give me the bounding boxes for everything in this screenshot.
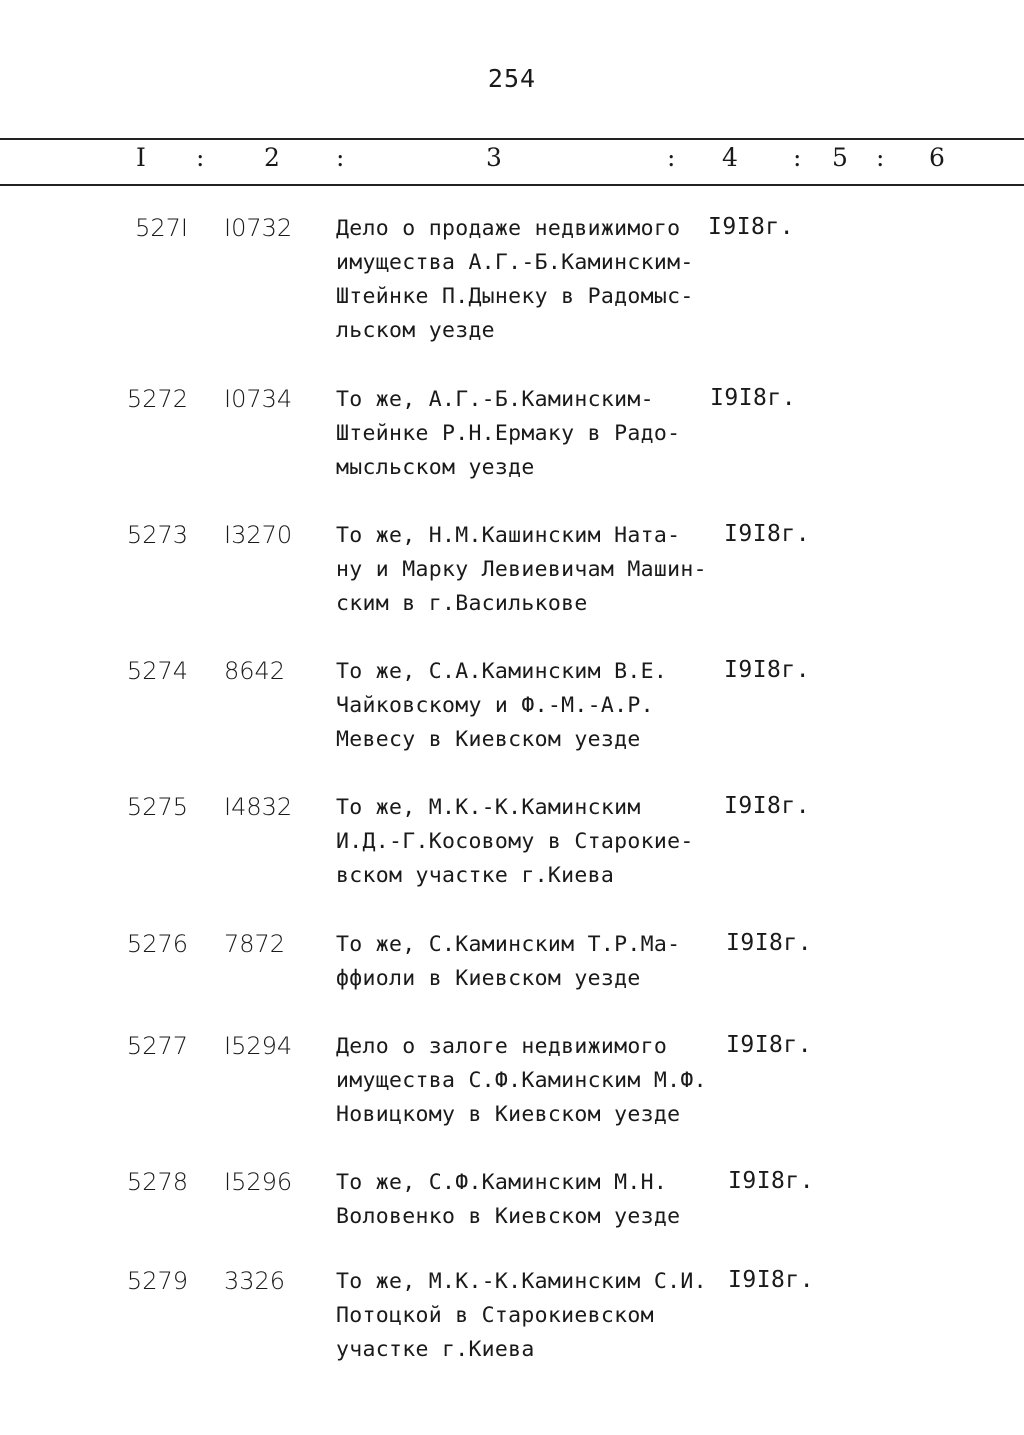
description-line: вском участке г.Киева	[336, 863, 615, 888]
record-description	[336, 928, 726, 996]
archive-number: I3270	[224, 521, 293, 549]
description-line: имущества А.Г.-Б.Каминским-	[336, 250, 694, 275]
description-line: ну и Марку Левиевичам Машин-	[336, 557, 707, 582]
column-separator: :	[793, 143, 802, 172]
record-date: I9I8г.	[724, 657, 811, 683]
description-line: льском уезде	[336, 318, 495, 343]
description-line: И.Д.-Г.Косовому в Старокие-	[336, 829, 694, 854]
column-separator: :	[667, 143, 676, 172]
column-separator: :	[876, 143, 885, 172]
header-bottom-rule	[0, 184, 1024, 186]
archive-number: 8642	[224, 657, 286, 685]
column-separator: :	[196, 143, 205, 172]
description-line: То же, М.К.-К.Каминским С.И.	[336, 1269, 707, 1294]
record-number: 5275	[126, 793, 188, 821]
header-top-rule	[0, 138, 1024, 140]
record-number: 5272	[126, 385, 188, 413]
archive-number: I5296	[224, 1168, 293, 1196]
description-line: Новицкому в Киевском уезде	[336, 1102, 681, 1127]
description-line: То же, А.Г.-Б.Каминским-	[336, 387, 654, 412]
column-header-2: 2	[264, 143, 280, 172]
column-header-3: 3	[486, 143, 502, 172]
record-number: 5279	[126, 1267, 188, 1295]
record-date: I9I8г.	[728, 1267, 815, 1293]
column-separator: :	[336, 143, 345, 172]
record-description	[336, 1265, 726, 1367]
description-line: То же, С.А.Каминским В.Е.	[336, 659, 668, 684]
record-description	[336, 212, 726, 348]
description-line: То же, М.К.-К.Каминским	[336, 795, 641, 820]
column-header-4: 4	[722, 143, 738, 172]
description-line: участке г.Киева	[336, 1337, 535, 1362]
record-description	[336, 655, 726, 757]
record-date: I9I8г.	[726, 1032, 813, 1058]
record-description	[336, 791, 726, 893]
archive-number: I0734	[224, 385, 293, 413]
description-line: мысльском уезде	[336, 455, 535, 480]
page-number: 254	[487, 64, 537, 93]
column-header-row	[0, 143, 1024, 179]
record-number: 527I	[135, 214, 188, 242]
record-date: I9I8г.	[726, 930, 813, 956]
description-line: Штейнке Р.Н.Ермаку в Радо-	[336, 421, 681, 446]
column-header-6: 6	[929, 143, 945, 172]
archive-number: I4832	[224, 793, 293, 821]
archive-number: 7872	[224, 930, 286, 958]
record-number: 5277	[126, 1032, 188, 1060]
column-header-1: I	[136, 143, 146, 172]
description-line: имущества С.Ф.Каминским М.Ф.	[336, 1068, 707, 1093]
archive-number: 3326	[224, 1267, 286, 1295]
record-description	[336, 1166, 726, 1234]
description-line: Мевесу в Киевском уезде	[336, 727, 641, 752]
description-line: То же, Н.М.Кашинским Ната-	[336, 523, 681, 548]
description-line: ским в г.Василькове	[336, 591, 588, 616]
description-line: Потоцкой в Старокиевском	[336, 1303, 654, 1328]
description-line: Дело о продаже недвижимого	[336, 216, 681, 241]
record-date: I9I8г.	[708, 214, 795, 240]
record-number: 5273	[126, 521, 188, 549]
column-header-5: 5	[832, 143, 848, 172]
record-date: I9I8г.	[710, 385, 797, 411]
record-number: 5276	[126, 930, 188, 958]
description-line: ффиоли в Киевском уезде	[336, 966, 641, 991]
description-line: Воловенко в Киевском уезде	[336, 1204, 681, 1229]
description-line: Дело о залоге недвижимого	[336, 1034, 668, 1059]
record-date: I9I8г.	[724, 793, 811, 819]
record-number: 5274	[126, 657, 188, 685]
description-line: То же, С.Каминским Т.Р.Ма-	[336, 932, 681, 957]
record-date: I9I8г.	[728, 1168, 815, 1194]
archive-number: I5294	[224, 1032, 293, 1060]
record-description	[336, 1030, 726, 1132]
record-date: I9I8г.	[724, 521, 811, 547]
record-number: 5278	[126, 1168, 188, 1196]
description-line: То же, С.Ф.Каминским М.Н.	[336, 1170, 668, 1195]
record-description	[336, 519, 726, 621]
description-line: Штейнке П.Дынеку в Радомыс-	[336, 284, 694, 309]
description-line: Чайковскому и Ф.-М.-А.Р.	[336, 693, 654, 718]
archive-number: I0732	[224, 214, 293, 242]
record-description	[336, 383, 726, 485]
